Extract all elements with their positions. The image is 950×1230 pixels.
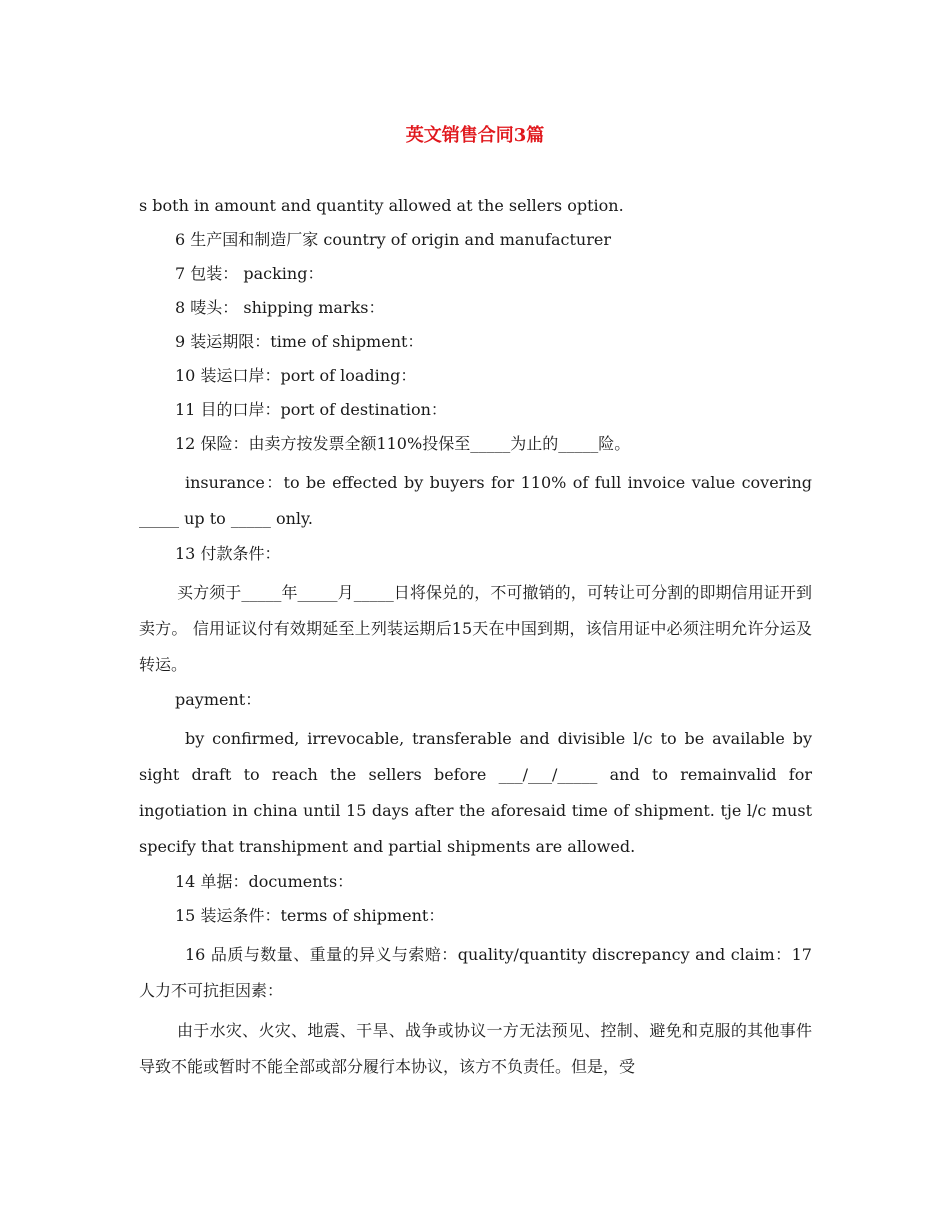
clause-6: 6 生产国和制造厂家 country of origin and manufacturer [175, 230, 611, 249]
clause-13: 13 付款条件： [175, 544, 281, 563]
payment-label: payment： [175, 690, 262, 709]
document-body [139, 193, 812, 1085]
document-title: 英文销售合同3篇 [405, 125, 545, 146]
force-majeure: 由于水灾、火灾、地震、干旱、战争或协议一方无法预见、控制、避免和克服的其他事件导致不能或暂时不能全部或部分履行本协议，该方不负责任。但是，受 [139, 1021, 812, 1076]
clause-11: 11 目的口岸：port of destination： [175, 400, 447, 419]
clause-7: 7 包装： packing： [175, 264, 324, 283]
payment-en: by confirmed, irrevocable, transferable and divisible l/c to be available by sight draft to reach the sellers before ___/___/_____ and to remainvalid for ingotiation in china until 15 days after the aforesaid time of shipment. tje l/c must specify that transhipment and partial shipments are allowed. [139, 729, 812, 856]
clause-16: 16 品质与数量、重量的异义与索赔：quality/quantity discrepancy and claim：17 人力不可抗拒因素： [139, 945, 812, 1000]
clause-8: 8 唛头： shipping marks： [175, 298, 385, 317]
insurance-en: insurance：to be effected by buyers for 110% of full invoice value covering _____ up to _____ only. [139, 473, 812, 528]
clause-14: 14 单据：documents： [175, 872, 354, 891]
text-line: s both in amount and quantity allowed at the sellers option. [139, 196, 624, 215]
clause-12: 12 保险：由卖方按发票全额110%投保至_____为止的_____险。 [175, 434, 631, 453]
payment-cn: 买方须于_____年_____月_____日将保兑的，不可撤销的，可转让可分割的即期信用证开到卖方。 信用证议付有效期延至上列装运期后15天在中国到期，该信用证中必须注明允许分运及转运。 [139, 583, 812, 674]
clause-10: 10 装运口岸：port of loading： [175, 366, 417, 385]
clause-15: 15 装运条件：terms of shipment： [175, 906, 445, 925]
clause-9: 9 装运期限：time of shipment： [175, 332, 424, 351]
